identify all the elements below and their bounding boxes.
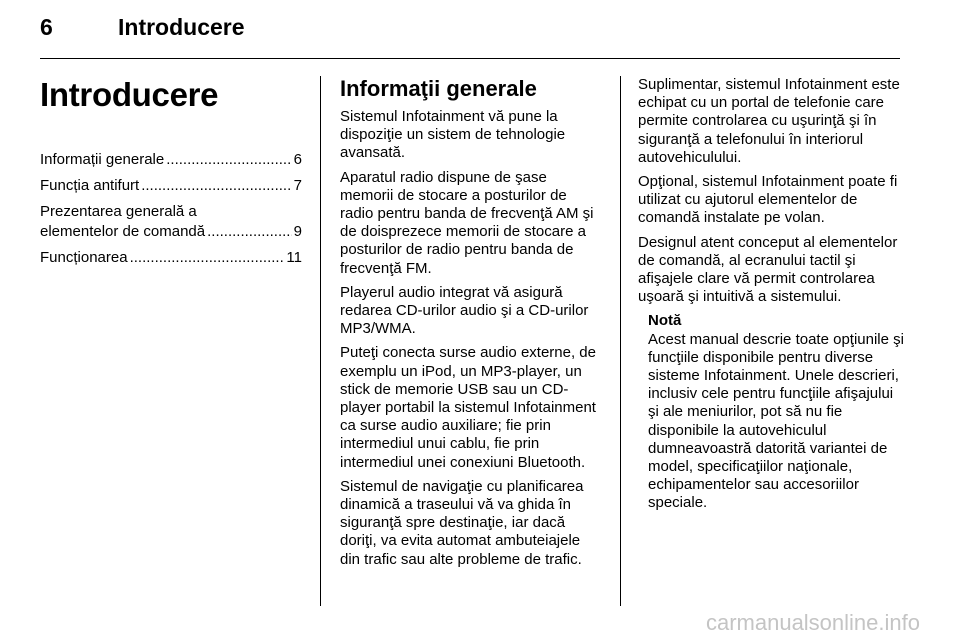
toc-item-label: Funcționarea [40, 249, 128, 266]
paragraph: Sistemul Infotainment vă pune la dispoziţie un sistem de tehnologie avansată. [340, 108, 566, 162]
toc-item-page: 6 [293, 151, 302, 168]
toc-leader-dots [130, 248, 285, 268]
toc-item-page: 9 [293, 223, 302, 240]
running-header-title: Introducere [118, 14, 245, 40]
toc-leader-dots [207, 222, 292, 242]
toc-item-page: 7 [293, 177, 302, 194]
toc-item[interactable] [40, 150, 302, 170]
toc-item[interactable] [40, 248, 302, 268]
note-box [648, 312, 904, 512]
note-title: Notă [648, 312, 682, 330]
column-divider [320, 76, 321, 606]
column-divider [620, 76, 621, 606]
toc-item-label: elementelor de comandă [40, 223, 206, 240]
toc-leader-dots [141, 176, 291, 196]
toc-item-page: 11 [286, 249, 302, 266]
toc-item-label: Informații generale [40, 151, 165, 168]
paragraph: Opţional, sistemul Infotainment poate fi utilizat cu ajutorul elementelor de comandă instalate pe volan. [638, 173, 898, 227]
toc-item[interactable] [40, 176, 302, 196]
table-of-contents [40, 150, 302, 274]
toc-item[interactable] [40, 202, 302, 242]
toc-leader-dots [166, 150, 291, 170]
toc-item-label: Funcția antifurt [40, 177, 140, 194]
paragraph: Suplimentar, sistemul Infotainment este echipat cu un portal de telefonie care permite controlarea cu uşurinţă şi în siguranţă a telefonului în interiorul autovehiculului. [638, 76, 900, 166]
paragraph: Puteţi conecta surse audio externe, de exemplu un iPod, un MP3-player, un stick de memorie USB sau un CD-player portabil la sistemul Infotainment ca surse audio auxiliare; fie prin intermediul unui cablu, fie prin intermediul unei conexiuni Bluetooth. [340, 344, 596, 471]
header-rule [40, 58, 900, 59]
toc-item-label-line1: Prezentarea generală a [40, 203, 197, 220]
paragraph: Designul atent conceput al elementelor de comandă, al ecranului tactil şi afişajele clare vă permit controlarea uşoară şi intuitivă a sistemului. [638, 233, 898, 306]
paragraph: Playerul audio integrat vă asigură redarea CD-urilor audio şi a CD-urilor MP3/WMA. [340, 283, 589, 338]
watermark-brand: carmanualsonline.info [705, 610, 920, 635]
page-number: 6 [40, 14, 53, 40]
middle-column [340, 76, 604, 575]
chapter-title: Introducere [40, 76, 219, 113]
note-text: Acest manual descrie toate opţiunile şi funcţiile disponibile pentru diverse sisteme Infotainment. Unele descrieri, inclusiv cele pentru funcţiile afişajului şi ale meniurilor, pot să nu fie disponibile la autovehiculul dumneavoastră datorită variantei de model, specificaţiilor naţionale, echipamentelor sau accesoriilor speciale. [648, 330, 904, 512]
right-column [638, 76, 904, 513]
paragraph: Sistemul de navigaţie cu planificarea dinamică a traseului vă va ghida în siguranţă spre destinaţie, iar dacă doriţi, va evita automat ambuteiajele din trafic sau alte probleme de trafic. [340, 477, 584, 568]
paragraph: Aparatul radio dispune de şase memorii de stocare a posturilor de radio pentru banda de frecvenţă AM şi de doisprezece memorii de stocare a posturilor de radio pentru banda de frecvenţă FM. [340, 168, 594, 277]
section-heading: Informaţii generale [340, 76, 537, 101]
